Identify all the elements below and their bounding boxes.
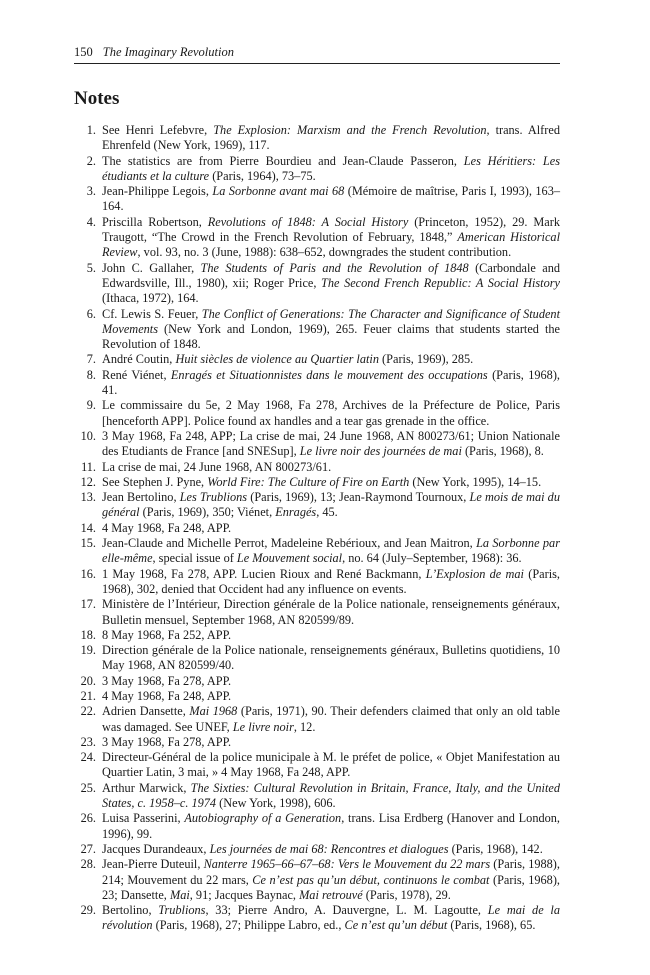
note-number: 3.	[86, 184, 96, 199]
note-text: (Paris, 1969), 13; Jean-Raymond Tournoux,	[247, 490, 470, 505]
running-title: The Imaginary Revolution	[102, 45, 234, 59]
note-text: , no. 64 (July–September, 1968): 36.	[342, 551, 522, 566]
note-italic-title: Ce n’est qu’un début	[344, 918, 448, 933]
note-number: 14.	[80, 520, 96, 535]
note-italic-title: The Conflict of Generations: The Character and Significance of Student Movements	[102, 306, 560, 336]
note-item	[74, 184, 560, 215]
note-text: (Paris, 1968), 302, denied that Occident had any influence on events.	[102, 566, 561, 596]
note-item	[74, 689, 560, 704]
note-italic-title: Ce n’est pas qu’un début, continuons le combat	[252, 872, 490, 887]
note-item	[74, 429, 560, 460]
note-text: (Paris, 1969), 350; Viénet,	[139, 505, 276, 520]
note-item	[74, 781, 560, 812]
note-italic-title: Les Trublions	[179, 490, 248, 505]
note-text: (Paris, 1968), 65.	[447, 918, 536, 933]
header-rule	[74, 63, 560, 64]
note-text: (Paris, 1988), 214; Mouvement du 22 mars,	[102, 857, 560, 887]
note-number: 26.	[80, 811, 96, 826]
note-text: (Paris, 1968), 41.	[102, 367, 560, 398]
note-italic-title: Les journées de mai 68: Rencontres et dialogues	[209, 841, 449, 856]
note-text: Jean-Pierre Duteuil,	[102, 857, 204, 872]
note-text: trans. Alfred Ehrenfeld (New York, 1969), 117.	[102, 123, 560, 153]
note-text: Luisa Passerini,	[102, 811, 185, 826]
note-text: 8 May 1968, Fa 252, APP.	[102, 627, 232, 642]
note-text: Arthur Marwick,	[102, 780, 191, 795]
note-text: See Stephen J. Pyne,	[102, 474, 208, 489]
note-italic-title: Autobiography of a Generation	[184, 811, 342, 826]
note-text: René Viénet,	[102, 367, 171, 382]
note-italic-title: Le livre noir	[232, 719, 294, 734]
note-text: 3 May 1968, Fa 248, APP; La crise de mai, 24 June 1968, AN 800273/61; Union Nationale des Etudiants de France [and SNESup],	[102, 428, 560, 459]
note-item	[74, 842, 560, 857]
note-text: , 12.	[293, 719, 316, 734]
note-text: (Paris, 1968), 27; Philippe Labro, ed.,	[152, 918, 345, 933]
note-text: (Princeton, 1952), 29. Mark Traugott, “The Crowd in the French Revolution of February, 1848,”	[102, 214, 560, 245]
note-number: 22.	[80, 704, 96, 719]
note-item	[74, 750, 560, 781]
note-text: , 33; Pierre Andro, A. Dauvergne, L. M. Lagoutte,	[205, 903, 488, 918]
note-number: 18.	[80, 627, 96, 642]
note-item	[74, 674, 560, 689]
note-text: Direction générale de la Police nationale, renseignements généraux, Bulletins quotidiens, 10 May 1968, AN 820599/40.	[102, 643, 560, 673]
note-italic-title: Enragés et Situationnistes dans le mouvement des occupations	[170, 367, 488, 382]
note-text: Jean Bertolino,	[102, 490, 180, 505]
note-number: 23.	[80, 734, 96, 749]
note-italic-title: Le livre noir des journées de mai	[299, 444, 462, 459]
note-text: (New York, 1995), 14–15.	[409, 474, 542, 489]
note-item	[74, 475, 560, 490]
note-text: (Paris, 1968), 8.	[461, 444, 544, 459]
note-text: 3 May 1968, Fa 278, APP.	[102, 734, 232, 749]
note-italic-title: Huit siècles de violence au Quartier latin	[175, 352, 379, 367]
note-item	[74, 811, 560, 842]
note-text: 4 May 1968, Fa 248, APP.	[102, 520, 232, 535]
note-number: 27.	[80, 841, 96, 856]
note-text: , 45.	[316, 505, 338, 520]
note-text: (New York and London, 1969), 265. Feuer claims that students started the Revolution of 1848.	[102, 321, 560, 352]
page-number: 150	[74, 45, 93, 59]
note-text: See Henri Lefebvre,	[102, 123, 214, 137]
note-text: (Ithaca, 1972), 164.	[102, 291, 199, 306]
note-text: John C. Gallaher,	[102, 260, 201, 275]
note-number: 12.	[80, 474, 96, 489]
note-italic-title: American Historical Review	[102, 230, 560, 260]
note-item	[74, 567, 560, 598]
note-text: Bertolino,	[102, 903, 159, 918]
note-number: 8.	[86, 367, 96, 382]
note-text: (New York, 1998), 606.	[216, 796, 336, 811]
notes-list	[74, 123, 560, 934]
note-italic-title: Revolutions of 1848: A Social History	[207, 214, 409, 229]
note-item	[74, 521, 560, 536]
note-number: 1.	[86, 123, 96, 137]
note-text: 1 May 1968, Fa 278, APP. Lucien Rioux and René Backmann,	[102, 566, 426, 581]
note-item	[74, 215, 560, 261]
note-text: (Paris, 1964), 73–75.	[209, 168, 316, 183]
note-item	[74, 903, 560, 934]
note-text: , 91; Jacques Baynac,	[189, 887, 300, 902]
note-italic-title: La Sorbonne avant mai 68	[212, 184, 345, 199]
note-text: Directeur-Général de la police municipale à M. le préfet de police, « Objet Manifestation au Quartier Latin, 3 mai, » 4 May 1968, Fa 248, APP.	[102, 750, 560, 780]
note-italic-title: Nanterre 1965–66–67–68: Vers le Mouvement du 22 mars	[203, 857, 491, 872]
note-italic-title: The Second French Republic: A Social History	[321, 275, 560, 290]
note-text: André Coutin,	[102, 352, 176, 367]
note-item	[74, 735, 560, 750]
note-text: , vol. 93, no. 3 (June, 1988): 638–652, downgrades the student contribution.	[137, 245, 512, 260]
note-text: Jacques Durandeaux,	[102, 841, 210, 856]
note-text: , trans. Lisa Erdberg (Hanover and London, 1996), 99.	[102, 811, 560, 841]
note-number: 24.	[80, 750, 96, 765]
note-text: La crise de mai, 24 June 1968, AN 800273/61.	[102, 459, 332, 474]
note-number: 11.	[81, 459, 96, 474]
note-number: 15.	[80, 536, 96, 551]
note-number: 2.	[86, 153, 96, 168]
note-item	[74, 628, 560, 643]
note-text: 4 May 1968, Fa 248, APP.	[102, 688, 232, 703]
note-item	[74, 352, 560, 367]
note-item	[74, 536, 560, 567]
note-text: , special issue of	[152, 551, 237, 566]
note-number: 21.	[80, 688, 96, 703]
note-italic-title: Trublions	[158, 903, 206, 918]
note-number: 29.	[80, 903, 96, 918]
note-italic-title: Mai retrouvé	[299, 887, 363, 902]
note-italic-title: Mai 1968	[189, 704, 238, 719]
note-italic-title: The Explosion: Marxism and the French Revolution,	[213, 123, 490, 137]
note-text: Priscilla Robertson,	[102, 214, 208, 229]
note-number: 5.	[86, 260, 96, 275]
note-text: The statistics are from Pierre Bourdieu and Jean-Claude Passeron,	[102, 153, 464, 168]
note-number: 6.	[86, 306, 96, 321]
note-italic-title: The Sixties: Cultural Revolution in Britain, France, Italy, and the United States, c. 1958–c. 1974	[102, 780, 560, 811]
note-italic-title: World Fire: The Culture of Fire on Earth	[207, 474, 410, 489]
note-item	[74, 643, 560, 674]
note-italic-title: Les Héritiers: Les étudiants et la culture	[102, 153, 560, 183]
note-number: 13.	[80, 490, 96, 505]
note-italic-title: The Students of Paris and the Revolution of 1848	[200, 260, 469, 275]
note-number: 19.	[80, 643, 96, 658]
note-text: Jean-Philippe Legois,	[102, 184, 213, 199]
note-item	[74, 857, 560, 903]
note-italic-title: L’Explosion de mai	[425, 566, 524, 581]
note-text: Le commissaire du 5e, 2 May 1968, Fa 278, Archives de la Préfecture de Police, Paris [henceforth APP]. Police found ax handles and a tear gas grenade in the office.	[102, 398, 560, 428]
note-italic-title: Le mois de mai du général	[102, 490, 560, 520]
note-number: 28.	[80, 857, 96, 872]
note-text: (Carbondale and Edwardsville, Ill., 1980), xii; Roger Price,	[102, 260, 560, 290]
note-italic-title: Mai	[169, 887, 190, 902]
note-number: 4.	[86, 214, 96, 229]
note-italic-title: La Sorbonne par elle-même	[102, 536, 560, 566]
note-text: Ministère de l’Intérieur, Direction générale de la Police nationale, renseignements généraux, Bulletin mensuel, September 1968, AN 820599/89.	[102, 597, 560, 627]
note-number: 16.	[80, 566, 96, 581]
note-text: Jean-Claude and Michelle Perrot, Madeleine Rebérioux, and Jean Maitron,	[102, 536, 477, 551]
note-text: (Paris, 1969), 285.	[378, 352, 474, 367]
note-text: 3 May 1968, Fa 278, APP.	[102, 673, 232, 688]
note-italic-title: Le Mouvement social	[236, 551, 343, 566]
note-italic-title: Le mai de la révolution	[102, 903, 560, 933]
note-text: Adrien Dansette,	[102, 704, 190, 719]
note-text: Cf. Lewis S. Feuer,	[102, 306, 202, 321]
note-text: (Paris, 1971), 90. Their defenders claimed that only an old table was damaged. See UNEF,	[102, 704, 560, 734]
note-item	[74, 368, 560, 399]
running-head	[74, 44, 560, 60]
note-number: 10.	[80, 428, 96, 443]
section-heading: Notes	[74, 88, 120, 109]
note-item	[74, 704, 560, 735]
note-item	[74, 307, 560, 353]
note-number: 7.	[86, 352, 96, 367]
note-number: 9.	[86, 398, 96, 413]
note-italic-title: Enragés	[275, 505, 317, 520]
note-item	[74, 460, 560, 475]
note-text: (Paris, 1978), 29.	[362, 887, 451, 902]
note-item	[74, 490, 560, 521]
note-number: 17.	[80, 597, 96, 612]
note-item	[74, 154, 560, 185]
note-number: 25.	[80, 780, 96, 795]
note-text: (Paris, 1968), 23; Dansette,	[102, 872, 560, 902]
note-item	[74, 123, 560, 154]
note-item	[74, 597, 560, 628]
note-item	[74, 261, 560, 307]
note-text: (Mémoire de maîtrise, Paris I, 1993), 163–164.	[102, 184, 560, 214]
note-number: 20.	[80, 673, 96, 688]
note-text: (Paris, 1968), 142.	[448, 841, 543, 856]
note-item	[74, 398, 560, 429]
